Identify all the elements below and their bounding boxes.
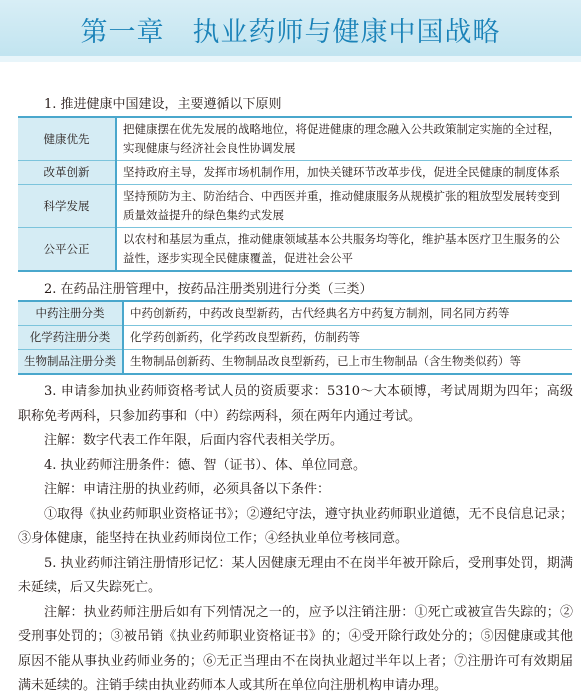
row-key: 化学药注册分类 <box>18 326 123 350</box>
section-2-title: 2. 在药品注册管理中，按药品注册类别进行分类（三类） <box>44 282 373 297</box>
row-value: 化学药创新药，化学药改良型新药，仿制药等 <box>130 330 360 344</box>
principles-table <box>18 116 572 272</box>
row-key: 中药注册分类 <box>18 301 123 326</box>
table-row <box>18 185 572 228</box>
paragraph: 4. 执业药师注册条件：德、智（证书）、体、单位同意。 <box>44 457 367 473</box>
paragraph: 3. 申请参加执业药师资格考试人员的资质要求：5310～大本硕博，考试周期为四年；高级职称免考两科，只参加药事和（中）药综两科，须在两年内通过考试。 <box>18 384 573 424</box>
row-value: 中药创新药，中药改良型新药，古代经典名方中药复方制剂，同名同方药等 <box>130 306 510 320</box>
paragraph: 注解：执业药师注册后如有下列情况之一的，应予以注销注册：①死亡或被宣告失踪的；②受刑事处罚的；③被吊销《执业药师职业资格证书》的；④受开除行政处分的；⑤因健康或其他原因不能从事执业药师业务的；⑥无正当理由不在岗执业超过半年以上者；⑦注册许可有效期届满未延续的。注销手续由执业药师本人或其所在单位向注册机构申请办理。 <box>18 604 573 693</box>
paragraph: ①取得《执业药师职业资格证书》；②遵纪守法，遵守执业药师职业道德，无不良信息记录；③身体健康，能坚持在执业药师岗位工作；④经执业单位考核同意。 <box>18 506 573 546</box>
row-value: 坚持政府主导，发挥市场机制作用，加快关键环节改革步伐，促进全民健康的制度体系 <box>123 165 560 179</box>
table-row <box>18 350 572 375</box>
table-row <box>18 301 572 326</box>
row-key: 生物制品注册分类 <box>18 350 123 375</box>
table-row <box>18 228 572 272</box>
table-row <box>18 161 572 185</box>
row-key: 健康优先 <box>18 117 116 161</box>
table-row <box>18 117 572 161</box>
row-value: 生物制品创新药、生物制品改良型新药，已上市生物制品（含生物类似药）等 <box>130 354 521 368</box>
row-key: 公平公正 <box>18 228 116 272</box>
row-key: 科学发展 <box>18 185 116 228</box>
registration-table <box>18 300 572 375</box>
body-paragraphs <box>18 380 573 699</box>
row-value: 以农村和基层为重点，推动健康领域基本公共服务均等化，维护基本医疗卫生服务的公益性，逐步实现全民健康覆盖，促进社会公平 <box>123 232 560 265</box>
row-value: 坚持预防为主、防治结合、中西医并重，推动健康服务从规模扩张的粗放型发展转变到质量效益提升的绿色集约式发展 <box>123 189 560 222</box>
row-value: 把健康摆在优先发展的战略地位，将促进健康的理念融入公共政策制定实施的全过程，实现健康与经济社会良性协调发展 <box>123 122 560 155</box>
chapter-title: 第一章 执业药师与健康中国战略 <box>80 17 501 48</box>
registration-table-body <box>18 301 572 374</box>
row-key: 改革创新 <box>18 161 116 185</box>
paragraph: 5. 执业药师注销注册情形记忆：某人因健康无理由不在岗半年被开除后，受刑事处罚，期满未延续，后又失踪死亡。 <box>18 555 573 595</box>
principles-table-body <box>18 117 572 271</box>
section-1-title: 1. 推进健康中国建设，主要遵循以下原则 <box>44 97 282 112</box>
table-row <box>18 326 572 350</box>
paragraph: 注解：申请注册的执业药师，必须具备以下条件： <box>44 482 331 497</box>
paragraph: 注解：数字代表工作年限，后面内容代表相关学历。 <box>44 433 344 448</box>
header-band <box>0 56 581 62</box>
chapter-header <box>0 0 581 62</box>
